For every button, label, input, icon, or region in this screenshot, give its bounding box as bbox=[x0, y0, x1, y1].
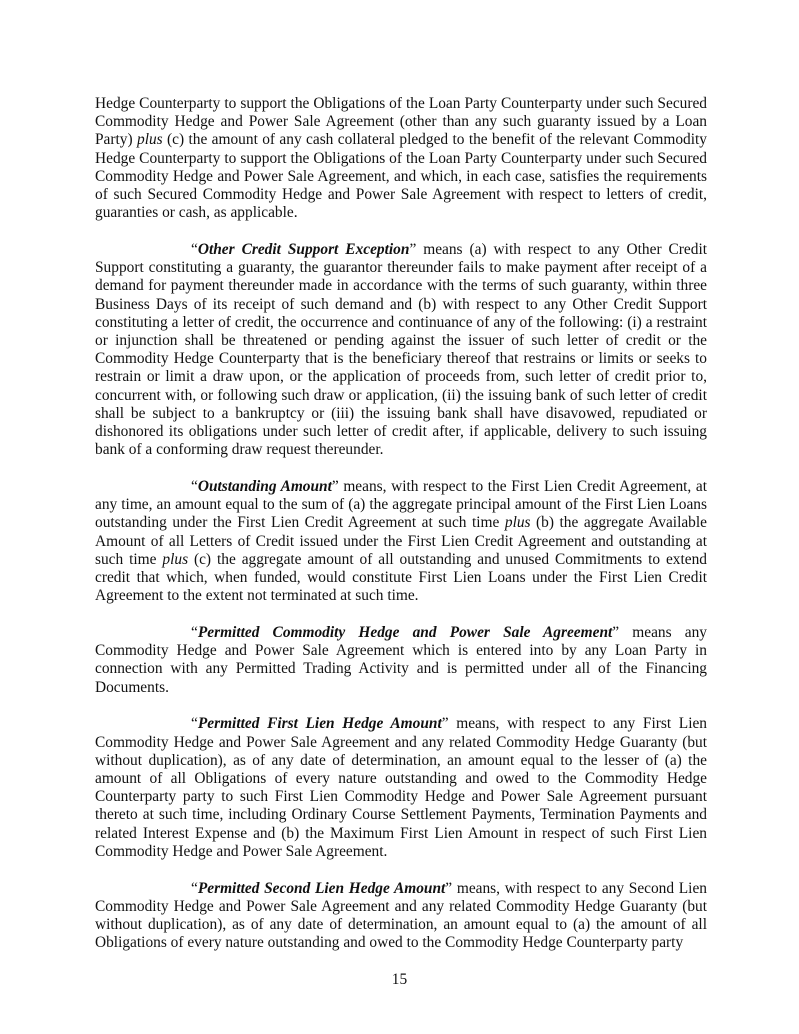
definition-permitted-second-lien-hedge-amount bbox=[95, 880, 707, 953]
definition-other-credit-support-exception bbox=[95, 241, 707, 459]
italic-text: plus bbox=[137, 131, 163, 149]
italic-text: plus bbox=[504, 514, 531, 532]
defined-term: Permitted Second Lien Hedge Amount bbox=[197, 879, 446, 897]
text-run: “ bbox=[191, 241, 198, 259]
text-run: “ bbox=[191, 624, 198, 642]
document-body bbox=[95, 95, 707, 971]
text-run: “ bbox=[191, 715, 198, 733]
defined-term: Other Credit Support Exception bbox=[197, 241, 410, 259]
paragraph bbox=[95, 95, 707, 222]
definition-permitted-first-lien-hedge-amount bbox=[95, 715, 707, 861]
defined-term: Permitted Commodity Hedge and Power Sale Agreement bbox=[197, 624, 613, 642]
text-run: Hedge Counterparty to support the Obligations of the Loan Party Counterparty under such Secured Commodity Hedge and Power Sale Agreement (other than any such guaranty issued by a Loan Party) bbox=[95, 95, 707, 149]
text-run: ” means, with respect to the First Lien Credit Agreement, at any time, an amount equal to the sum of (a) the aggregate principal amount of the First Lien Loans outstanding under the First Lien Credit Agreement at such time bbox=[95, 478, 707, 532]
text-run: ” means, with respect to any Second Lien Commodity Hedge and Power Sale Agreement and any related Commodity Hedge Guaranty (but without duplication), as of any date of determination, an amount equal to (a) the amount of all Obligations of every nature outstanding and owed to the Commodity Hedge Counterparty party bbox=[95, 879, 707, 952]
italic-text: plus bbox=[162, 550, 189, 568]
text-run: (c) the aggregate amount of all outstanding and unused Commitments to extend credit that which, when funded, would constitute First Lien Loans under the First Lien Credit Agreement to the extent not terminated at such time. bbox=[95, 550, 707, 605]
text-run: ” means (a) with respect to any Other Credit Support constituting a guaranty, the guarantor thereunder fails to make payment after receipt of a demand for payment thereunder made in accordance with the terms of such guaranty, within three Business Days of its receipt of such demand and (b) with respect to any Other Credit Support constituting a letter of credit, the occurrence and continuance of any of the following: (i) a restraint or injunction shall be threatened or pending against the issuer of such letter of credit or the Commodity Hedge Counterparty that is the beneficiary thereof that restrains or limits or seeks to restrain or limit a draw upon, or the application of proceeds from, such letter of credit prior to, concurrent with, or following such draw or application, (ii) the issuing bank of such letter of credit shall be subject to a bankruptcy or (iii) the issuing bank shall have disavowed, repudiated or dishonored its obligations under such letter of credit after, if applicable, delivery to such issuing bank of a conforming draw request thereunder. bbox=[95, 241, 707, 459]
text-run: (c) the amount of any cash collateral pledged to the benefit of the relevant Commodity Hedge Counterparty to support the Obligations of the Loan Party Counterparty under such Secured Commodity Hedge and Power Sale Agreement, and which, in each case, satisfies the requirements of such Secured Commodity Hedge and Power Sale Agreement with respect to letters of credit, guaranties or cash, as applicable. bbox=[95, 131, 707, 222]
text-run: ” means any Commodity Hedge and Power Sale Agreement which is entered into by any Loan Party in connection with any Permitted Trading Activity and is permitted under all of the Financing Documents. bbox=[95, 624, 707, 696]
text-run: “ bbox=[191, 478, 198, 496]
page-number: 15 bbox=[391, 971, 408, 988]
defined-term: Outstanding Amount bbox=[197, 478, 332, 496]
text-run: “ bbox=[191, 879, 198, 897]
defined-term: Permitted First Lien Hedge Amount bbox=[197, 715, 442, 733]
definition-outstanding-amount bbox=[95, 478, 707, 605]
text-run: ” means, with respect to any First Lien Commodity Hedge and Power Sale Agreement and any related Commodity Hedge Guaranty (but without duplication), as of any date of determination, an amount equal to the lesser of (a) the amount of all Obligations of every nature outstanding and owed to the Commodity Hedge Counterparty party to such First Lien Commodity Hedge and Power Sale Agreement pursuant thereto at such time, including Ordinary Course Settlement Payments, Termination Payments and related Interest Expense and (b) the Maximum First Lien Amount in respect of such First Lien Commodity Hedge and Power Sale Agreement. bbox=[95, 715, 707, 860]
definition-permitted-commodity-hedge-agreement bbox=[95, 624, 707, 697]
text-run: (b) the aggregate Available Amount of all Letters of Credit issued under the First Lien Credit Agreement and outstanding at such time bbox=[95, 514, 707, 568]
